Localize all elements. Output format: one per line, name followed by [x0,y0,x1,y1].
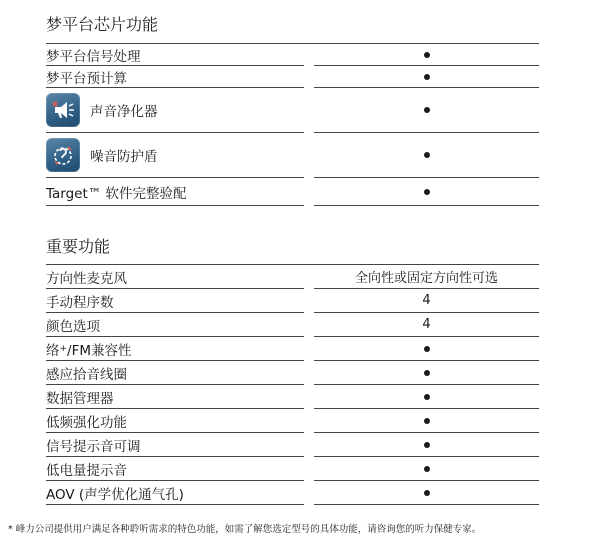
platform-features-table [46,43,539,206]
footnote: * 峰力公司提供用户满足各种聆听需求的特色功能，如需了解您选定型号的具体功能，请咨询您的听力保健专家。 [8,524,482,535]
row-label: Target™ 软件完整验配 [46,185,187,202]
row-label: 感应拾音线圈 [46,366,127,383]
row-value: 4 [422,317,431,332]
row-value-dot [314,148,539,163]
table-row [46,133,539,178]
row-value: 全向性或固定方向性可选 [354,271,498,286]
row-label: 数据管理器 [46,390,114,407]
table-row [46,433,539,457]
row-label: 低电量提示音 [46,462,127,479]
row-value-dot [314,365,539,380]
row-label: 手动程序数 [46,294,114,311]
megaphone-icon [46,93,80,127]
key-features-table [46,264,539,505]
row-value-dot [314,47,539,62]
row-value-dot [314,69,539,84]
ear-shield-icon [46,138,80,172]
row-value-dot [314,103,539,118]
row-label: 络 + /FM兼容性 [46,342,132,359]
table-row [46,88,539,133]
row-label: 声音净化器 [90,104,158,120]
row-label: 梦平台信号处理 [46,48,141,65]
table-row [46,313,539,337]
row-value-dot [314,485,539,500]
row-value-dot [314,437,539,452]
table-row [46,337,539,361]
table-row [46,409,539,433]
table-row [46,457,539,481]
row-label: 梦平台预计算 [46,70,127,87]
row-label: 方向性麦克风 [46,270,127,287]
table-row [46,264,539,289]
table-row [46,361,539,385]
row-label: 信号提示音可调 [46,438,141,455]
row-value: 4 [422,293,431,308]
row-label: 颜色选项 [46,318,100,335]
table-row [46,481,539,505]
row-label: 低频强化功能 [46,414,127,431]
row-value-dot [314,184,539,199]
row-label: 噪音防护盾 [90,149,158,165]
section-title-key-features: 重要功能 [46,237,111,256]
row-label: AOV (声学优化通气孔) [46,486,184,503]
section-title-platform: 梦平台芯片功能 [46,15,159,34]
table-row [46,178,539,206]
row-value-dot [314,413,539,428]
table-row [46,289,539,313]
row-value-dot [314,389,539,404]
table-row [46,66,539,88]
table-row [46,385,539,409]
table-row [46,43,539,66]
row-value-dot [314,341,539,356]
row-value-dot [314,461,539,476]
